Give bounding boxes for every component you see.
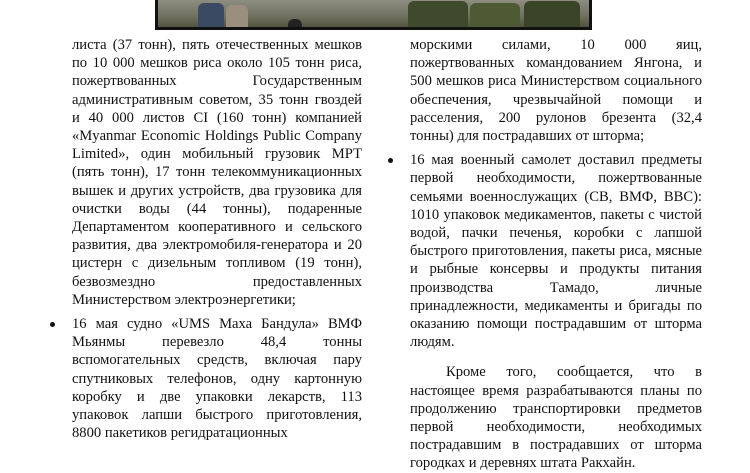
right-paragraph-2: Кроме того, сообщается, что в настоящее время разрабатываются планы по продолжению транспортировки предметов первой необходимости, необходимых пострадавшим в пострадавших от шторма городках и деревнях штата Ракхайн. xyxy=(410,364,702,472)
left-paragraph: листа (37 тонн), пять отечественных мешков по 10 000 мешков риса около 105 тонн риса, пожертвованных Государственным административным советом, 35 тонн гвоздей и 40 000 листов CI (160 тонн) компанией «Myanmar Economic Holdings Public Company Limited», один мобильный грузовик МРТ (пять тонн), 17 тонн телекоммуникационных вышек и других устройств, два грузовика для очистки воды (44 тонны), подаренные Департаментом кооперативного и сельского развития, два электромобиля-генератора и 20 цистерн с дизельным топливом (19 тонн), безвозмездно предоставленных Министерством электроэнергетики; xyxy=(72,37,362,308)
photo-figure xyxy=(226,5,248,27)
news-photo xyxy=(155,0,592,30)
bullet-icon xyxy=(50,322,55,327)
photo-figure xyxy=(408,1,468,27)
right-paragraph: морскими силами, 10 000 яиц, пожертвованных командованием Янгона, и 500 мешков риса Министерством социального обеспечения, чрезвычайной помощи и расселения, 200 рулонов брезента (32,4 тонны) для пострадавших от шторма; xyxy=(410,37,702,145)
photo-figure xyxy=(288,19,302,27)
left-column xyxy=(72,36,362,442)
bullet-icon xyxy=(388,158,393,163)
right-bullet-item xyxy=(410,151,702,351)
left-bullet-item xyxy=(72,315,362,442)
photo-figure xyxy=(470,3,520,27)
right-column xyxy=(410,36,702,473)
right-bullet-text: 16 мая военный самолет доставил предметы первой необходимости, пожертвованные семьями военнослужащих (СВ, ВМФ, ВВС): 1010 упаковок медикаментов, пакеты с чистой водой, пачки печенья, коробки с лапшой быстрого приготовления, пакеты риса, мясные и рыбные консервы и продукты питания производства Тамадо, личные принадлежности, медикаменты и бригады по оказанию помощи пострадавшим от шторма людям. xyxy=(410,152,702,351)
photo-figure xyxy=(524,1,580,27)
photo-figure xyxy=(198,3,224,27)
photo-soldiers-image xyxy=(158,0,589,27)
left-bullet-text: 16 мая судно «UMS Маха Бандула» ВМФ Мьянмы перевезло 48,4 тонны вспомогательных средств, включая пару спутниковых телефонов, одну картонную коробку и две упаковки лекарств, 113 упаковок лапши быстрого приготовления, 8800 пакетиков регидратационных xyxy=(72,316,362,442)
